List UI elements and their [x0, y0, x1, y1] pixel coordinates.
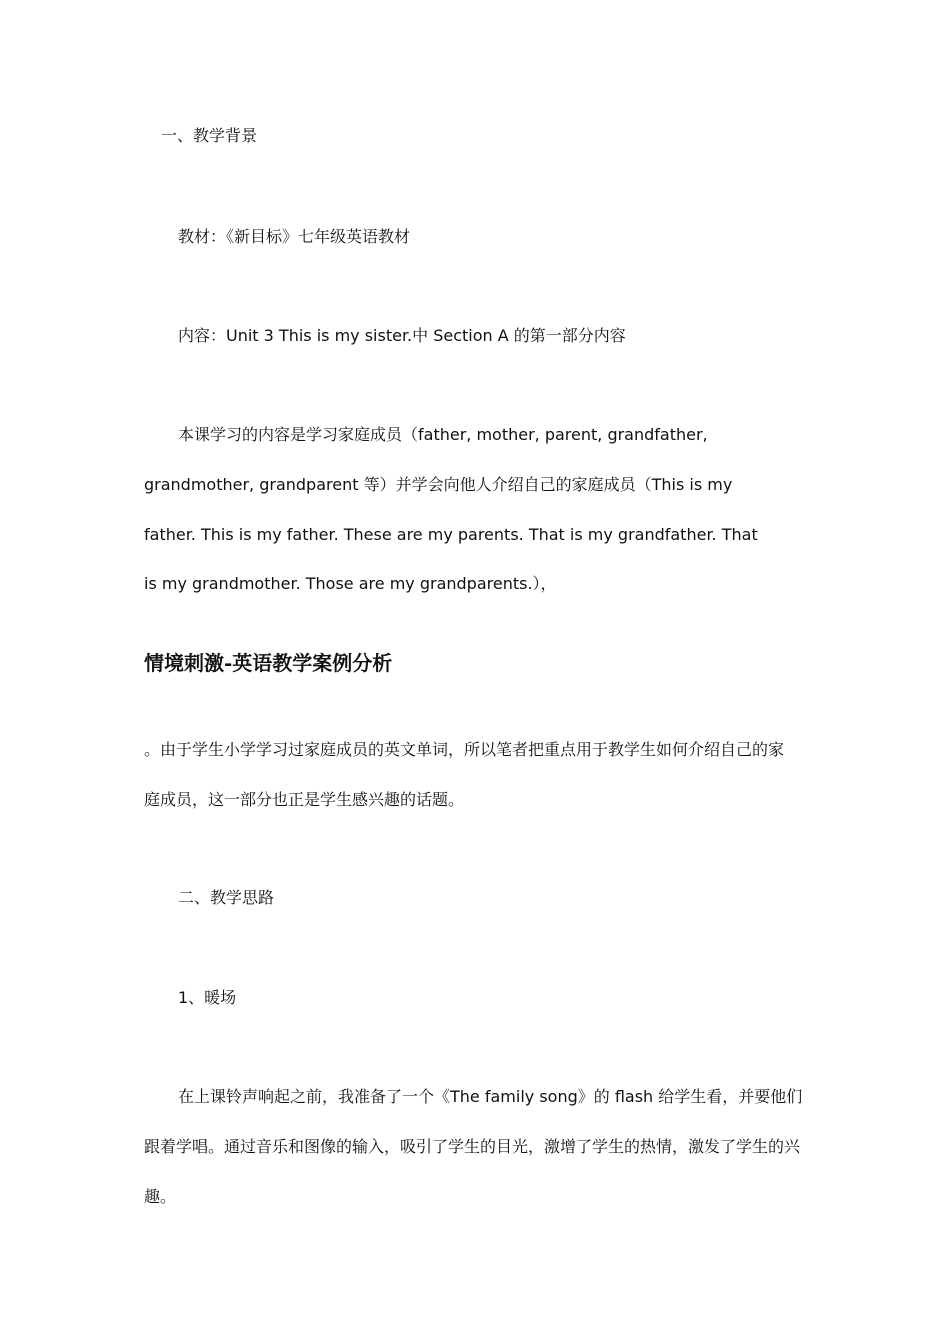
- textbook-line: 教材：《新目标》七年级英语教材: [178, 227, 411, 246]
- paragraph-line: grandmother, grandparent 等）并学会向他人介绍自己的家庭成员（This is my: [144, 475, 733, 494]
- step1-title: 1、暖场: [178, 988, 237, 1007]
- paragraph-line: is my grandmother. Those are my grandparents.），: [144, 574, 557, 593]
- paragraph-line: father. This is my father. These are my parents. That is my grandfather. That: [144, 525, 758, 544]
- paragraph-line: 在上课铃声响起之前，我准备了一个《The family song》的 flash 给学生看，并要他们: [178, 1087, 803, 1106]
- paragraph-line: 庭成员，这一部分也正是学生感兴趣的话题。: [144, 790, 465, 809]
- paragraph-line: 趣。: [144, 1187, 177, 1206]
- paragraph-line: 跟着学唱。通过音乐和图像的输入，吸引了学生的目光，激增了学生的热情，激发了学生的兴: [144, 1137, 801, 1156]
- section1-title: 一、教学背景: [161, 126, 258, 145]
- section2-title: 二、教学思路: [178, 888, 275, 907]
- paragraph-line: 。由于学生小学学习过家庭成员的英文单词，所以笔者把重点用于教学生如何介绍自己的家: [144, 740, 785, 759]
- content-line: 内容：Unit 3 This is my sister.中 Section A 的第一部分内容: [178, 326, 626, 345]
- article-title: 情境刺激-英语教学案例分析: [144, 651, 393, 675]
- paragraph-line: 本课学习的内容是学习家庭成员（father, mother, parent, grandfather,: [178, 425, 708, 444]
